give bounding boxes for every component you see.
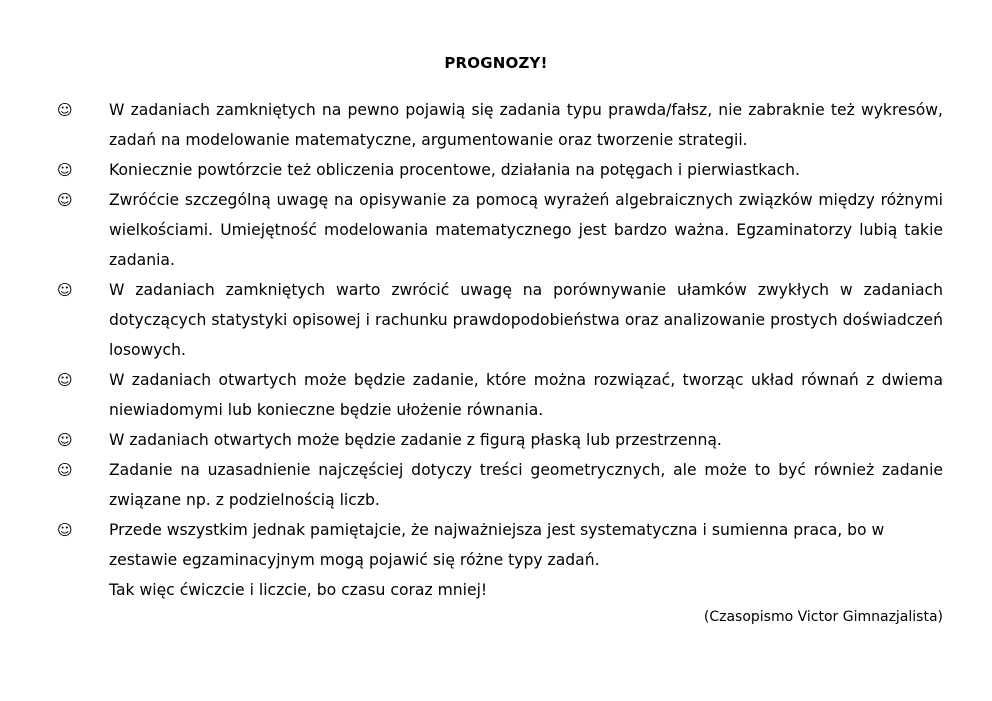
list-item: [0, 155, 992, 185]
smiley-face-icon: ☺: [57, 431, 73, 449]
list-item-text: Zadanie na uzasadnienie najczęściej dotyczy treści geometrycznych, ale może to być również zadanie związane np. z podzielnością liczb.: [109, 461, 943, 509]
list-item-text: W zadaniach zamkniętych warto zwrócić uwagę na porównywanie ułamków zwykłych w zadaniach dotyczących statystyki opisowej i rachunku prawdopodobieństwa oraz analizowanie prostych doświadczeń losowych.: [109, 281, 943, 359]
list-item: [0, 95, 992, 155]
source-citation: (Czasopismo Victor Gimnazjalista): [703, 609, 943, 625]
smiley-face-icon: ☺: [57, 101, 73, 119]
smiley-face-icon: ☺: [57, 461, 73, 479]
list-item-text: W zadaniach otwartych może będzie zadanie, które można rozwiązać, tworząc układ równań z dwiema niewiadomymi lub konieczne będzie ułożenie równania.: [109, 371, 943, 419]
page-title: PROGNOZY!: [444, 54, 548, 72]
list-item: [0, 275, 992, 365]
list-item-text: Koniecznie powtórzcie też obliczenia procentowe, działania na potęgach i pierwiastkach.: [109, 161, 800, 179]
smiley-face-icon: ☺: [57, 191, 73, 209]
closing-line: Tak więc ćwiczcie i liczcie, bo czasu coraz mniej!: [109, 581, 488, 599]
list-item-text: W zadaniach otwartych może będzie zadanie z figurą płaską lub przestrzenną.: [109, 431, 722, 449]
smiley-face-icon: ☺: [57, 371, 73, 389]
smiley-face-icon: ☺: [57, 281, 73, 299]
list-item: [0, 515, 992, 605]
smiley-face-icon: ☺: [57, 161, 73, 179]
predictions-list: [0, 95, 992, 605]
list-item-text: Zwróćcie szczególną uwagę na opisywanie za pomocą wyrażeń algebraicznych związków między różnymi wielkościami. Umiejętność modelowania matematycznego jest bardzo ważna. Egzaminatorzy lubią takie zadania.: [109, 191, 943, 269]
smiley-face-icon: ☺: [57, 521, 73, 539]
list-item: [0, 365, 992, 425]
list-item: [0, 455, 992, 515]
list-item-text: Przede wszystkim jednak pamiętajcie, że najważniejsza jest systematyczna i sumienna praca, bo w zestawie egzaminacyjnym mogą pojawić się różne typy zadań.: [109, 521, 885, 569]
list-item: [0, 425, 992, 455]
list-item-text: W zadaniach zamkniętych na pewno pojawią się zadania typu prawda/fałsz, nie zabraknie też wykresów, zadań na modelowanie matematyczne, argumentowanie oraz tworzenie strategii.: [109, 101, 943, 149]
list-item: [0, 185, 992, 275]
